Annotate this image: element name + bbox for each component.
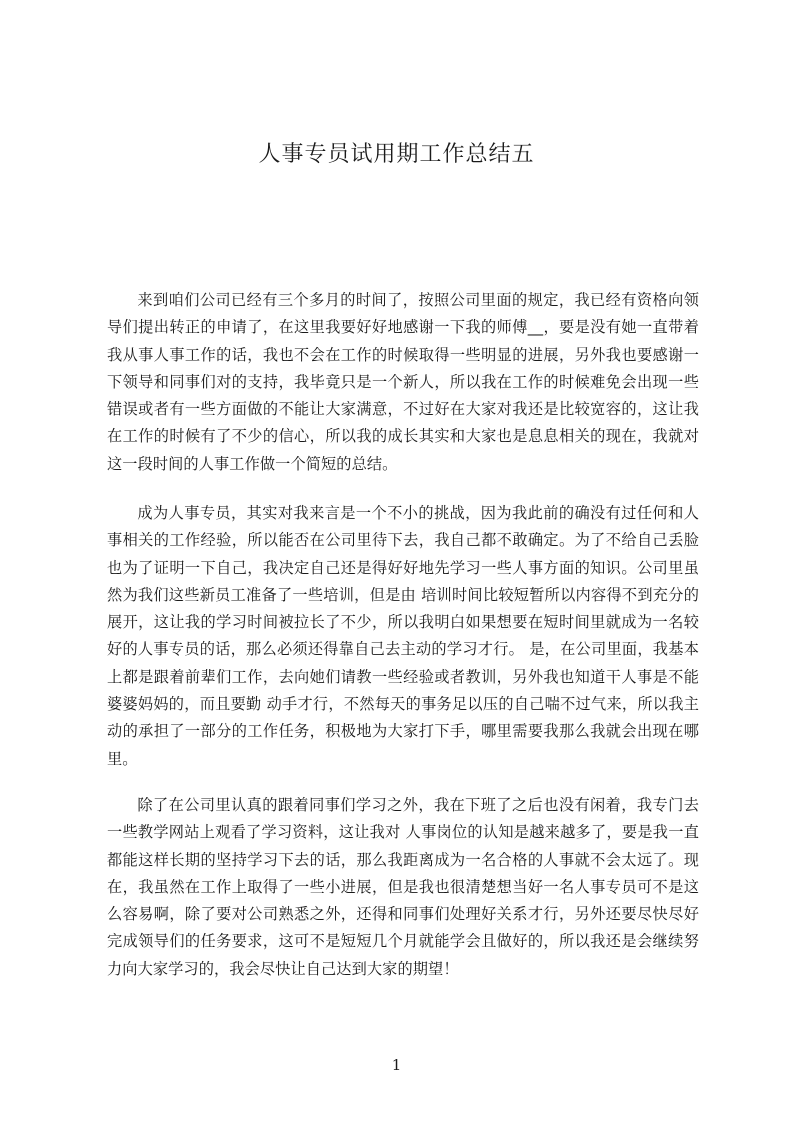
paragraph-1: 来到咱们公司已经有三个多月的时间了，按照公司里面的规定，我已经有资格向领导们提出转正的申请了，在这里我要好好地感谢一下我的师傅__，要是没有她一直带着我从事人事工作的话，我也不会在工作的时候取得一些明显的进展，另外我也要感谢一下领导和同事们对的支持，我毕竟只是一个新人，所以我在工作的时候难免会出现一些错误或者有一些方面做的不能让大家满意，不过好在大家对我还是比较宽容的，这让我在工作的时候有了不少的信心，所以我的成长其实和大家也是息息相关的现在，我就对这一段时间的人事工作做一个简短的总结。: [107, 291, 699, 473]
document-title: 人事专员试用期工作总结五: [258, 142, 535, 167]
paragraph-3: 除了在公司里认真的跟着同事们学习之外，我在下班了之后也没有闲着，我专门去一些教学网站上观看了学习资料，这让我对 人事岗位的认知是越来越多了，要是我一直都能这样长期的坚持学习下去的话，那么我距离成为一名合格的人事就不会太远了。现在，我虽然在工作上取得了一些小进展，但是我也很清楚想当好一名人事专员可不是这么容易啊，除了要对公司熟悉之外，还得和同事们处理好关系才行，另外还要尽快尽好完成领导们的任务要求，这可不是短短几个月就能学会且做好的，所以我还是会继续努力向大家学习的，我会尽快让自己达到大家的期望！: [107, 796, 699, 978]
page-number: 1: [391, 1056, 402, 1074]
paragraph-2: 成为人事专员，其实对我来言是一个不小的挑战，因为我此前的确没有过任何和人事相关的工作经验，所以能否在公司里待下去，我自己都不敢确定。为了不给自己丢脸也为了证明一下自己，我决定自己还是得好好地先学习一些人事方面的知识。公司里虽然为我们这些新员工准备了一些培训，但是由 培训时间比较短暂所以内容得不到充分的展开，这让我的学习时间被拉长了不少，所以我明白如果想要在短时间里就成为一名较好的人事专员的话，那么必须还得靠自己去主动的学习才行。 是，在公司里面，我基本上都是跟着前辈们工作，去向她们请教一些经验或者教训，另外我也知道干人事是不能婆婆妈妈的，而且要勤 动手才行，不然每天的事务足以压的自己喘不过气来，所以我主动的承担了一部分的工作任务，积极地为大家打下手，哪里需要我那么我就会出现在哪里。: [107, 504, 699, 768]
